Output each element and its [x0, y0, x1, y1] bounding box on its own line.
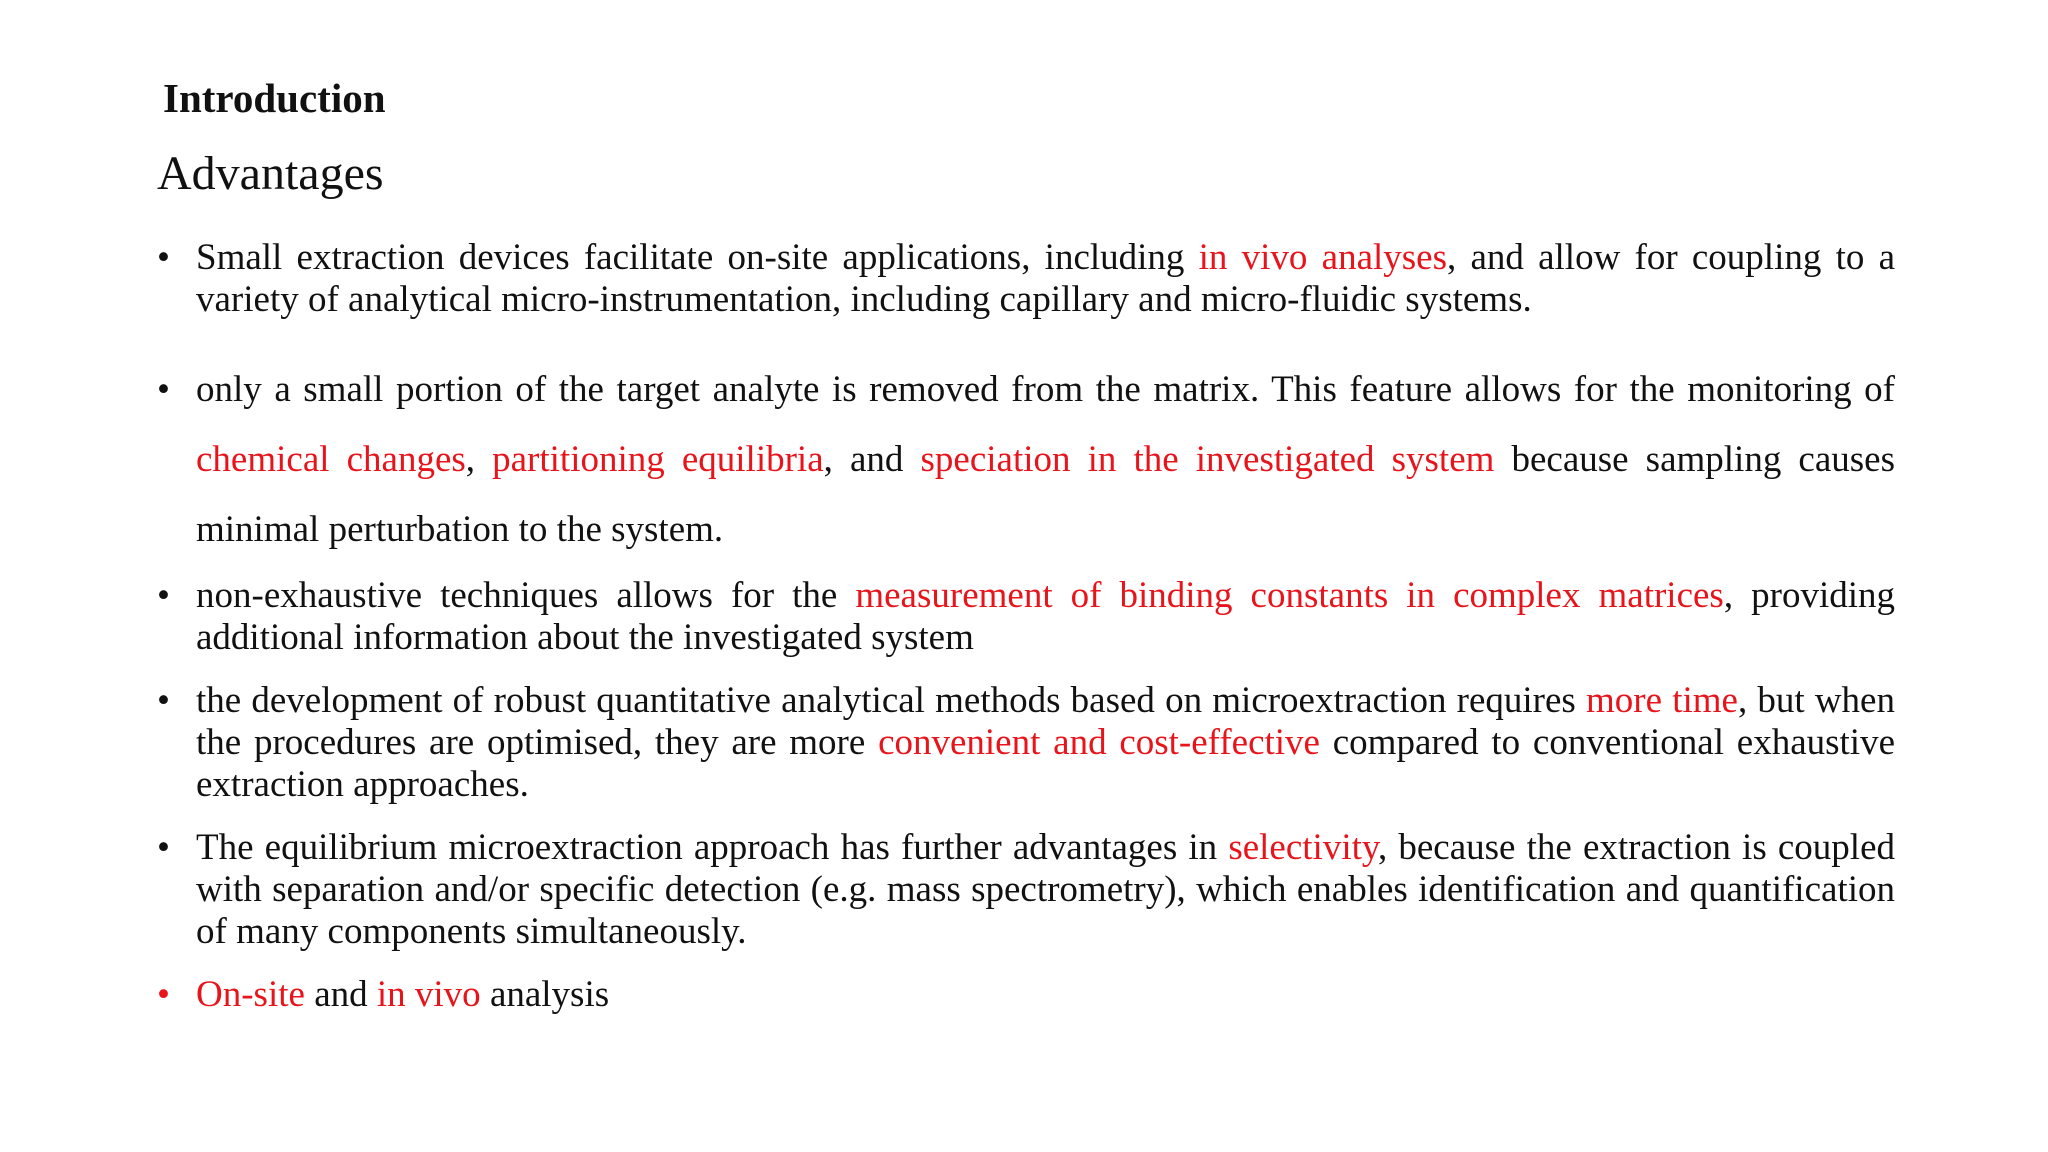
bullet-icon: • [157, 575, 170, 616]
text-segment: analysis [480, 974, 610, 1015]
text-segment: , and [823, 439, 921, 480]
highlight-segment: chemical changes [196, 439, 466, 480]
text-segment: Small extraction devices facilitate on-site applications, including [196, 237, 1199, 278]
text-segment: , providing additional information about the investigated system [196, 575, 1895, 658]
text-segment: because sampling causes minimal perturbation to the system. [196, 439, 1895, 550]
highlight-segment: selectivity [1228, 827, 1378, 868]
text-segment: only a small portion of the target analyte is removed from the matrix. This feature allows for the monitoring of [196, 369, 1895, 410]
text-segment: The equilibrium microextraction approach has further advantages in [196, 827, 1229, 868]
list-item [157, 974, 1895, 1016]
section-subtitle: Advantages [157, 147, 384, 200]
highlight-segment: in vivo analyses [1198, 237, 1447, 278]
highlight-segment: in vivo [376, 974, 481, 1015]
highlight-segment: speciation in the investigated system [920, 439, 1495, 480]
bullet-icon: • [157, 827, 170, 868]
list-item [157, 575, 1895, 659]
text-segment: , but when the procedures are optimised, they are more [196, 680, 1895, 763]
list-item [157, 827, 1895, 953]
page-title: Introduction [163, 75, 386, 121]
highlight-segment: more time [1586, 680, 1738, 721]
list-item [157, 680, 1895, 806]
list-item [157, 237, 1895, 321]
text-segment: compared to conventional exhaustive extraction approaches. [196, 722, 1895, 805]
text-segment: and [304, 974, 377, 1015]
highlight-segment: convenient and cost-effective [878, 722, 1320, 763]
text-segment: non-exhaustive techniques allows for the [196, 575, 856, 616]
bullet-icon: • [157, 974, 170, 1015]
text-segment: , because the extraction is coupled with separation and/or specific detection (e.g. mass spectrometry), which enables identification and quantification of many components simultaneously. [196, 827, 1895, 952]
bullet-icon: • [157, 237, 170, 278]
highlight-segment: measurement of binding constants in complex matrices [855, 575, 1724, 616]
text-segment: , [465, 439, 493, 480]
list-item [157, 355, 1895, 565]
text-segment: the development of robust quantitative analytical methods based on microextraction requires [196, 680, 1586, 721]
advantages-list [157, 237, 1895, 1016]
text-segment: , and allow for coupling to a variety of analytical micro-instrumentation, including capillary and micro-fluidic systems. [196, 237, 1896, 320]
bullet-icon: • [157, 369, 170, 410]
highlight-segment: On-site [196, 974, 305, 1015]
highlight-segment: partitioning equilibria [492, 439, 824, 480]
bullet-icon: • [157, 680, 170, 721]
